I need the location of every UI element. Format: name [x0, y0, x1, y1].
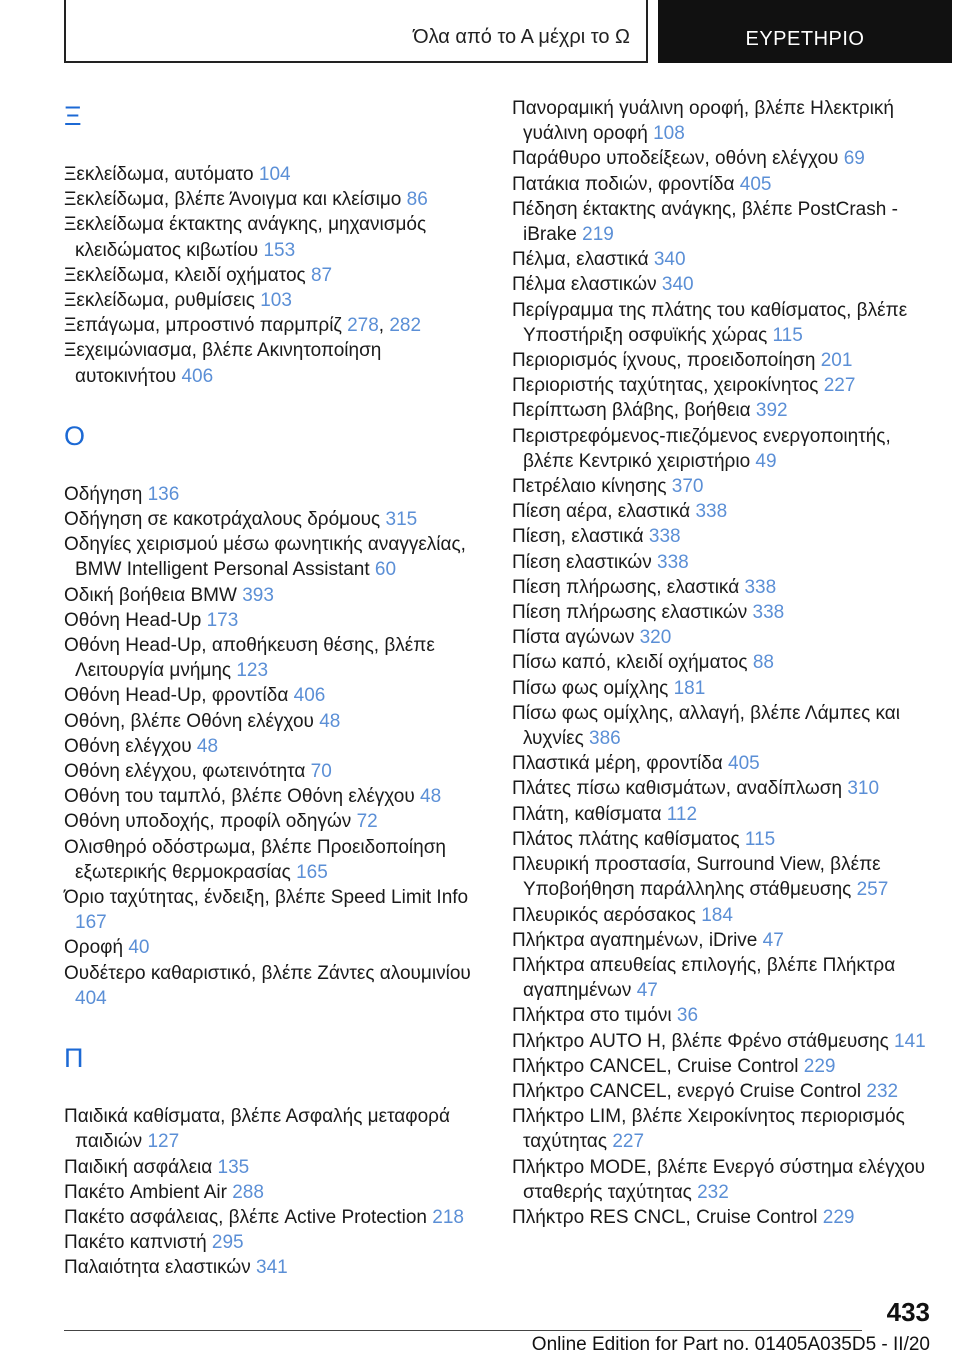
index-tab[interactable]: [658, 0, 952, 63]
index-entry-text: Πέδηση έκτακτης ανάγκης, βλέπε PostCrash - iBrake: [512, 198, 898, 246]
page-ref-link[interactable]: 115: [744, 828, 776, 850]
page-ref-link[interactable]: 282: [389, 315, 422, 337]
index-entry: [64, 288, 484, 313]
page-ref-link[interactable]: 338: [744, 576, 777, 598]
page-ref-link[interactable]: 70: [310, 761, 332, 783]
footer-divider: [64, 1330, 862, 1331]
index-entry-text: Ξεκλείδωμα έκτακτης ανάγκης, μηχανισμός κλειδώματος κιβωτίου: [64, 214, 427, 261]
page-ref-link[interactable]: 404: [75, 987, 107, 1009]
index-entry: [512, 802, 932, 827]
page-ref-link[interactable]: 40: [128, 937, 150, 959]
page-ref-link[interactable]: 341: [256, 1257, 288, 1279]
page-ref-link[interactable]: 340: [653, 249, 686, 271]
index-tab-label: ΕΥΡΕΤΗΡΙΟ: [745, 28, 865, 50]
index-entry: [512, 1079, 932, 1104]
page-ref-link[interactable]: 86: [406, 189, 428, 211]
index-entry-text: Οδήγηση: [64, 483, 148, 505]
index-entry-text: Οθόνη του ταμπλό, βλέπε Οθόνη ελέγχου: [64, 786, 420, 808]
index-entry: [512, 1003, 932, 1028]
index-entry-text: Πίεση ελαστικών: [512, 551, 657, 573]
index-entry-text: Οροφή: [64, 937, 129, 959]
index-entry: [512, 146, 932, 171]
page-ref-link[interactable]: 278: [347, 315, 379, 337]
index-entry-text: Περιοριστής ταχύτητας, χειροκίνητος: [512, 375, 824, 397]
page-ref-link[interactable]: 227: [823, 375, 856, 397]
index-entry-text: Πίσω καπό, κλειδί οχήματος: [512, 652, 753, 674]
index-entry: [512, 1205, 932, 1230]
index-entry: [512, 827, 932, 852]
index-entry: [64, 734, 484, 759]
page-ref-link[interactable]: 227: [612, 1131, 645, 1153]
edition-note: Online Edition for Part no. 01405A035D5 - II/20: [531, 1334, 930, 1355]
index-entry: [512, 524, 932, 549]
page-ref-link[interactable]: 104: [258, 164, 291, 185]
page-ref-link[interactable]: 320: [639, 627, 672, 649]
index-entry: [512, 550, 932, 575]
index-entry: [64, 1230, 484, 1255]
page-ref-link[interactable]: 386: [589, 728, 621, 750]
index-entry: [512, 1104, 932, 1154]
index-entry-text: Πίεση αέρα, ελαστικά: [512, 501, 696, 523]
index-entry: [512, 676, 932, 701]
page-ref-link[interactable]: 48: [196, 735, 219, 757]
index-entry-text: Πλάτος πλάτης καθίσματος: [512, 828, 745, 850]
index-entry-text: Οθόνη ελέγχου, φωτεινότητα: [64, 761, 311, 783]
page-ref-link[interactable]: 153: [263, 239, 296, 261]
index-entry-text: Πίσω φως ομίχλης, αλλαγή, βλέπε Λάμπες και λυχνίες: [512, 702, 900, 750]
page-ref-link[interactable]: 181: [673, 677, 706, 699]
index-entry-text: Πλευρικός αερόσακος: [512, 904, 702, 926]
page-ref-link[interactable]: 88: [752, 652, 774, 674]
index-entry-text: Οθόνη Head-Up: [64, 609, 207, 631]
page-ref-link[interactable]: 141: [894, 1030, 926, 1052]
index-entry-text: Πλήκτρο MODE, βλέπε Ενεργό σύστημα ελέγχου σταθερής ταχύτητας: [512, 1156, 926, 1203]
index-entry-text: Οδηγίες χειρισμού μέσω φωνητικής αναγγελίας, BMW Intelligent Personal Assistant: [64, 534, 466, 581]
index-entry: [64, 759, 484, 784]
page-ref-link[interactable]: 406: [181, 365, 214, 387]
index-entry: [512, 373, 932, 398]
index-entry: [512, 903, 932, 928]
index-entry-text: Πίεση, ελαστικά: [512, 526, 649, 548]
page-ref-link[interactable]: 257: [856, 879, 889, 901]
index-entry-text: Πίσω φως ομίχλης: [512, 677, 674, 699]
index-entry-text: Ξεκλείδωμα, βλέπε Άνοιγμα και κλείσιμο: [64, 189, 407, 211]
index-entry-text: Πλήκτρο CANCEL, ενεργό Cruise Control: [512, 1080, 867, 1102]
page-ref-link[interactable]: 184: [701, 904, 733, 926]
index-entry-text: Παράθυρο υποδείξεων, οθόνη ελέγχου: [512, 148, 844, 170]
index-entry: [512, 1155, 932, 1205]
page-ref-link[interactable]: 392: [755, 400, 788, 422]
index-entry-text: Πέλμα ελαστικών: [512, 274, 662, 296]
section-letter: Π: [64, 1043, 84, 1074]
index-entry-text: Οθόνη Head-Up, φροντίδα: [64, 685, 294, 707]
page-ref-link[interactable]: 173: [206, 609, 239, 631]
page-ref-link[interactable]: 288: [232, 1181, 264, 1203]
index-entry-text: Πακέτο Ambient Air: [64, 1181, 233, 1203]
index-entry-text: Ξεπάγωμα, μπροστινό παρμπρίζ: [64, 315, 348, 337]
index-entry: [64, 885, 484, 935]
page-ref-link[interactable]: 406: [293, 685, 326, 707]
index-entry: [512, 1029, 932, 1054]
index-entry: [512, 852, 932, 902]
page-ref-link[interactable]: 201: [820, 350, 853, 372]
page-ref-link[interactable]: 338: [648, 526, 681, 548]
index-entry-text: Πακέτο καπνιστή: [64, 1232, 212, 1254]
index-entry: [512, 1054, 932, 1079]
index-entry: [64, 961, 484, 1011]
index-entry: [64, 313, 484, 338]
index-entry-text: Οθόνη, βλέπε Οθόνη ελέγχου: [64, 710, 320, 732]
index-entry-text: Πλήκτρο AUTO H, βλέπε Φρένο στάθμευσης: [512, 1030, 895, 1052]
section-letter: Ο: [64, 420, 86, 451]
index-entry-text: Οθόνη υποδοχής, προφίλ οδηγών: [64, 811, 357, 833]
index-entry: [64, 507, 484, 532]
index-entry: [64, 683, 484, 708]
index-entry-text: Πέλμα, ελαστικά: [512, 249, 654, 271]
index-entry-text: Πλήκτρο CANCEL, Cruise Control: [512, 1055, 804, 1077]
index-entry: [512, 172, 932, 197]
index-entry-text: Πίστα αγώνων: [512, 627, 640, 649]
index-entry: [64, 1180, 484, 1205]
page-ref-link[interactable]: 36: [676, 1005, 699, 1027]
index-entry-text: Πακέτο ασφάλειας, βλέπε Active Protection: [64, 1206, 433, 1228]
page-ref-link[interactable]: 48: [420, 786, 442, 808]
index-entry-text: Περιστρεφόμενος-πιεζόμενος ενεργοποιητής, βλέπε Κεντρικό χειριστήριο: [512, 425, 891, 472]
index-entry-text: Περίγραμμα της πλάτης του καθίσματος, βλέπε Υποστήριξη οσφυϊκής χώρας: [512, 299, 908, 346]
page-ref-link[interactable]: 49: [755, 450, 777, 472]
page-ref-link[interactable]: 218: [432, 1206, 464, 1228]
index-entry: [64, 784, 484, 809]
section-tab-label: Όλα από το Α μέχρι το Ω: [413, 26, 630, 48]
index-entry: [512, 272, 932, 297]
index-entry: [64, 263, 484, 288]
index-entry-text: Παιδική ασφάλεια: [64, 1156, 218, 1178]
page-ref-link[interactable]: 232: [866, 1080, 899, 1102]
index-entry: [512, 776, 932, 801]
page-ref-link[interactable]: 123: [236, 660, 269, 682]
page-ref-link[interactable]: 405: [739, 173, 772, 195]
index-entry: [64, 212, 484, 262]
index-entry: [512, 575, 932, 600]
page-ref-link[interactable]: 393: [242, 584, 274, 606]
index-entry-text: Ουδέτερο καθαριστικό, βλέπε Ζάντες αλουμινίου: [64, 962, 471, 984]
index-entry: [512, 474, 932, 499]
page-ref-link[interactable]: 60: [374, 559, 397, 581]
index-entry: [512, 298, 932, 348]
page-ref-link[interactable]: 72: [356, 811, 378, 833]
index-entry: [512, 96, 932, 146]
index-column-left: [64, 96, 484, 1308]
index-entry-text: Πετρέλαιο κίνησης: [512, 476, 672, 498]
index-entry: [64, 1255, 484, 1280]
index-entry-text: Ξεκλείδωμα, κλειδί οχήματος: [64, 264, 311, 286]
section-letter: Ξ: [64, 101, 82, 131]
page-ref-link[interactable]: 69: [843, 148, 865, 170]
index-entry-text: Ολισθηρό οδόστρωμα, βλέπε Προειδοποίηση εξωτερικής θερμοκρασίας: [64, 836, 446, 883]
section-tab[interactable]: [64, 0, 648, 63]
page-ref-link[interactable]: 103: [260, 290, 292, 312]
index-entry-text: Περιορισμός ίχνους, προειδοποίηση: [512, 350, 821, 372]
index-entry-text: Οθόνη Head-Up, αποθήκευση θέσης, βλέπε Λειτουργία μνήμης: [64, 635, 435, 682]
page-ref-link[interactable]: 310: [847, 778, 880, 800]
index-entry: [64, 1205, 484, 1230]
index-entry: [64, 1104, 484, 1154]
page-ref-link[interactable]: 295: [211, 1232, 244, 1254]
index-entry-text: Περίπτωση βλάβης, βοήθεια: [512, 400, 756, 422]
index-entry-text: Πλήκτρα στο τιμόνι: [512, 1005, 677, 1027]
page-ref-link[interactable]: 338: [695, 501, 728, 523]
index-entry-text: Παιδικά καθίσματα, βλέπε Ασφαλής μεταφορά παιδιών: [64, 1106, 450, 1153]
index-entry-text: Οθόνη ελέγχου: [64, 735, 197, 757]
page-ref-link[interactable]: 108: [653, 123, 685, 145]
index-entry: [64, 162, 484, 187]
page-ref-link[interactable]: 47: [762, 929, 784, 951]
page-ref-link[interactable]: 340: [661, 274, 694, 296]
index-entry-text: Πλάτη, καθίσματα: [512, 803, 667, 825]
index-entry: [512, 625, 932, 650]
index-entry: [512, 247, 932, 272]
index-entry: [64, 1155, 484, 1180]
index-entry-text: Πλήκτρο LIM, βλέπε Χειροκίνητος περιορισμός ταχύτητας: [512, 1106, 905, 1153]
page-ref-link[interactable]: 135: [217, 1156, 250, 1178]
page-ref-link[interactable]: 47: [636, 980, 658, 1002]
index-entry-text: Πλευρική προστασία, Surround View, βλέπε Υποβοήθηση παράλληλης στάθμευσης: [512, 854, 881, 901]
index-entry-text: Πατάκια ποδιών, φροντίδα: [512, 173, 740, 195]
index-entry: [512, 424, 932, 474]
page-ref-link[interactable]: 127: [147, 1131, 180, 1153]
page-ref-link[interactable]: 232: [697, 1181, 729, 1203]
index-entry: [512, 348, 932, 373]
index-entry-text: Πλήκτρα αγαπημένων, iDrive: [512, 929, 763, 951]
index-entry: [512, 953, 932, 1003]
page-ref-link[interactable]: 165: [296, 861, 328, 883]
index-entry: [512, 650, 932, 675]
page-ref-link[interactable]: 112: [666, 803, 698, 825]
index-section: [64, 96, 484, 389]
page-ref-link[interactable]: 167: [75, 912, 107, 934]
page-ref-link[interactable]: 115: [772, 324, 803, 346]
index-entry: [64, 935, 484, 960]
page-ref-link[interactable]: 219: [582, 224, 614, 246]
index-entry: [512, 701, 932, 751]
index-entry-text: Πλάτες πίσω καθισμάτων, αναδίπλωση: [512, 778, 848, 800]
page-ref-link[interactable]: 338: [752, 602, 785, 624]
index-entry: [64, 583, 484, 608]
index-entry-text: Πλαστικά μέρη, φροντίδα: [512, 753, 729, 775]
index-entry: [512, 499, 932, 524]
index-entry-text: Πανοραμική γυάλινη οροφή, βλέπε Ηλεκτρική γυάλινη οροφή: [512, 98, 894, 145]
index-entry: [64, 338, 484, 388]
index-entry: [64, 709, 484, 734]
page-ref-link[interactable]: 315: [385, 509, 418, 531]
index-entry-text: Οδική βοήθεια BMW: [64, 584, 243, 606]
ref-separator: ,: [378, 315, 390, 337]
page-ref-link[interactable]: 229: [822, 1206, 855, 1228]
index-entry-text: Ξεχειμώνιασμα, βλέπε Ακινητοποίηση αυτοκινήτου: [64, 340, 382, 387]
page-ref-link[interactable]: 87: [310, 264, 333, 286]
index-entry: [512, 928, 932, 953]
index-entry: [64, 532, 484, 582]
index-entry: [512, 751, 932, 776]
index-entry-text: Όριο ταχύτητας, ένδειξη, βλέπε Speed Limit Info: [64, 887, 469, 909]
index-entry: [512, 600, 932, 625]
page-number: 433: [886, 1297, 930, 1327]
page-ref-link[interactable]: 370: [671, 476, 704, 498]
index-entry-text: Πίεση πλήρωσης, ελαστικά: [512, 576, 745, 598]
index-entry-text: Πλήκτρα απευθείας επιλογής, βλέπε Πλήκτρα αγαπημένων: [512, 954, 896, 1002]
index-column-right: [512, 96, 932, 1230]
page-ref-link[interactable]: 338: [657, 551, 689, 573]
page-ref-link[interactable]: 48: [319, 710, 341, 732]
index-entry: [64, 187, 484, 212]
index-entry-text: Ξεκλείδωμα, αυτόματο: [64, 164, 259, 185]
index-entry: [64, 482, 484, 507]
index-entry: [512, 398, 932, 423]
page-ref-link[interactable]: 229: [803, 1055, 836, 1077]
index-entry: [64, 835, 484, 885]
index-entry: [64, 608, 484, 633]
index-section: [64, 1038, 484, 1280]
index-entry-text: Παλαιότητα ελαστικών: [64, 1257, 256, 1279]
index-entry-text: Πίεση πλήρωσης ελαστικών: [512, 602, 753, 624]
index-entry: [512, 197, 932, 247]
index-section: [64, 416, 484, 1011]
index-entry-text: Πλήκτρο RES CNCL, Cruise Control: [512, 1206, 823, 1228]
index-entry-text: Ξεκλείδωμα, ρυθμίσεις: [64, 290, 261, 312]
page-ref-link[interactable]: 405: [728, 753, 760, 775]
index-entry: [64, 809, 484, 834]
index-entry: [64, 633, 484, 683]
page-ref-link[interactable]: 136: [147, 483, 180, 505]
index-entry-text: Οδήγηση σε κακοτράχαλους δρόμους: [64, 509, 386, 531]
